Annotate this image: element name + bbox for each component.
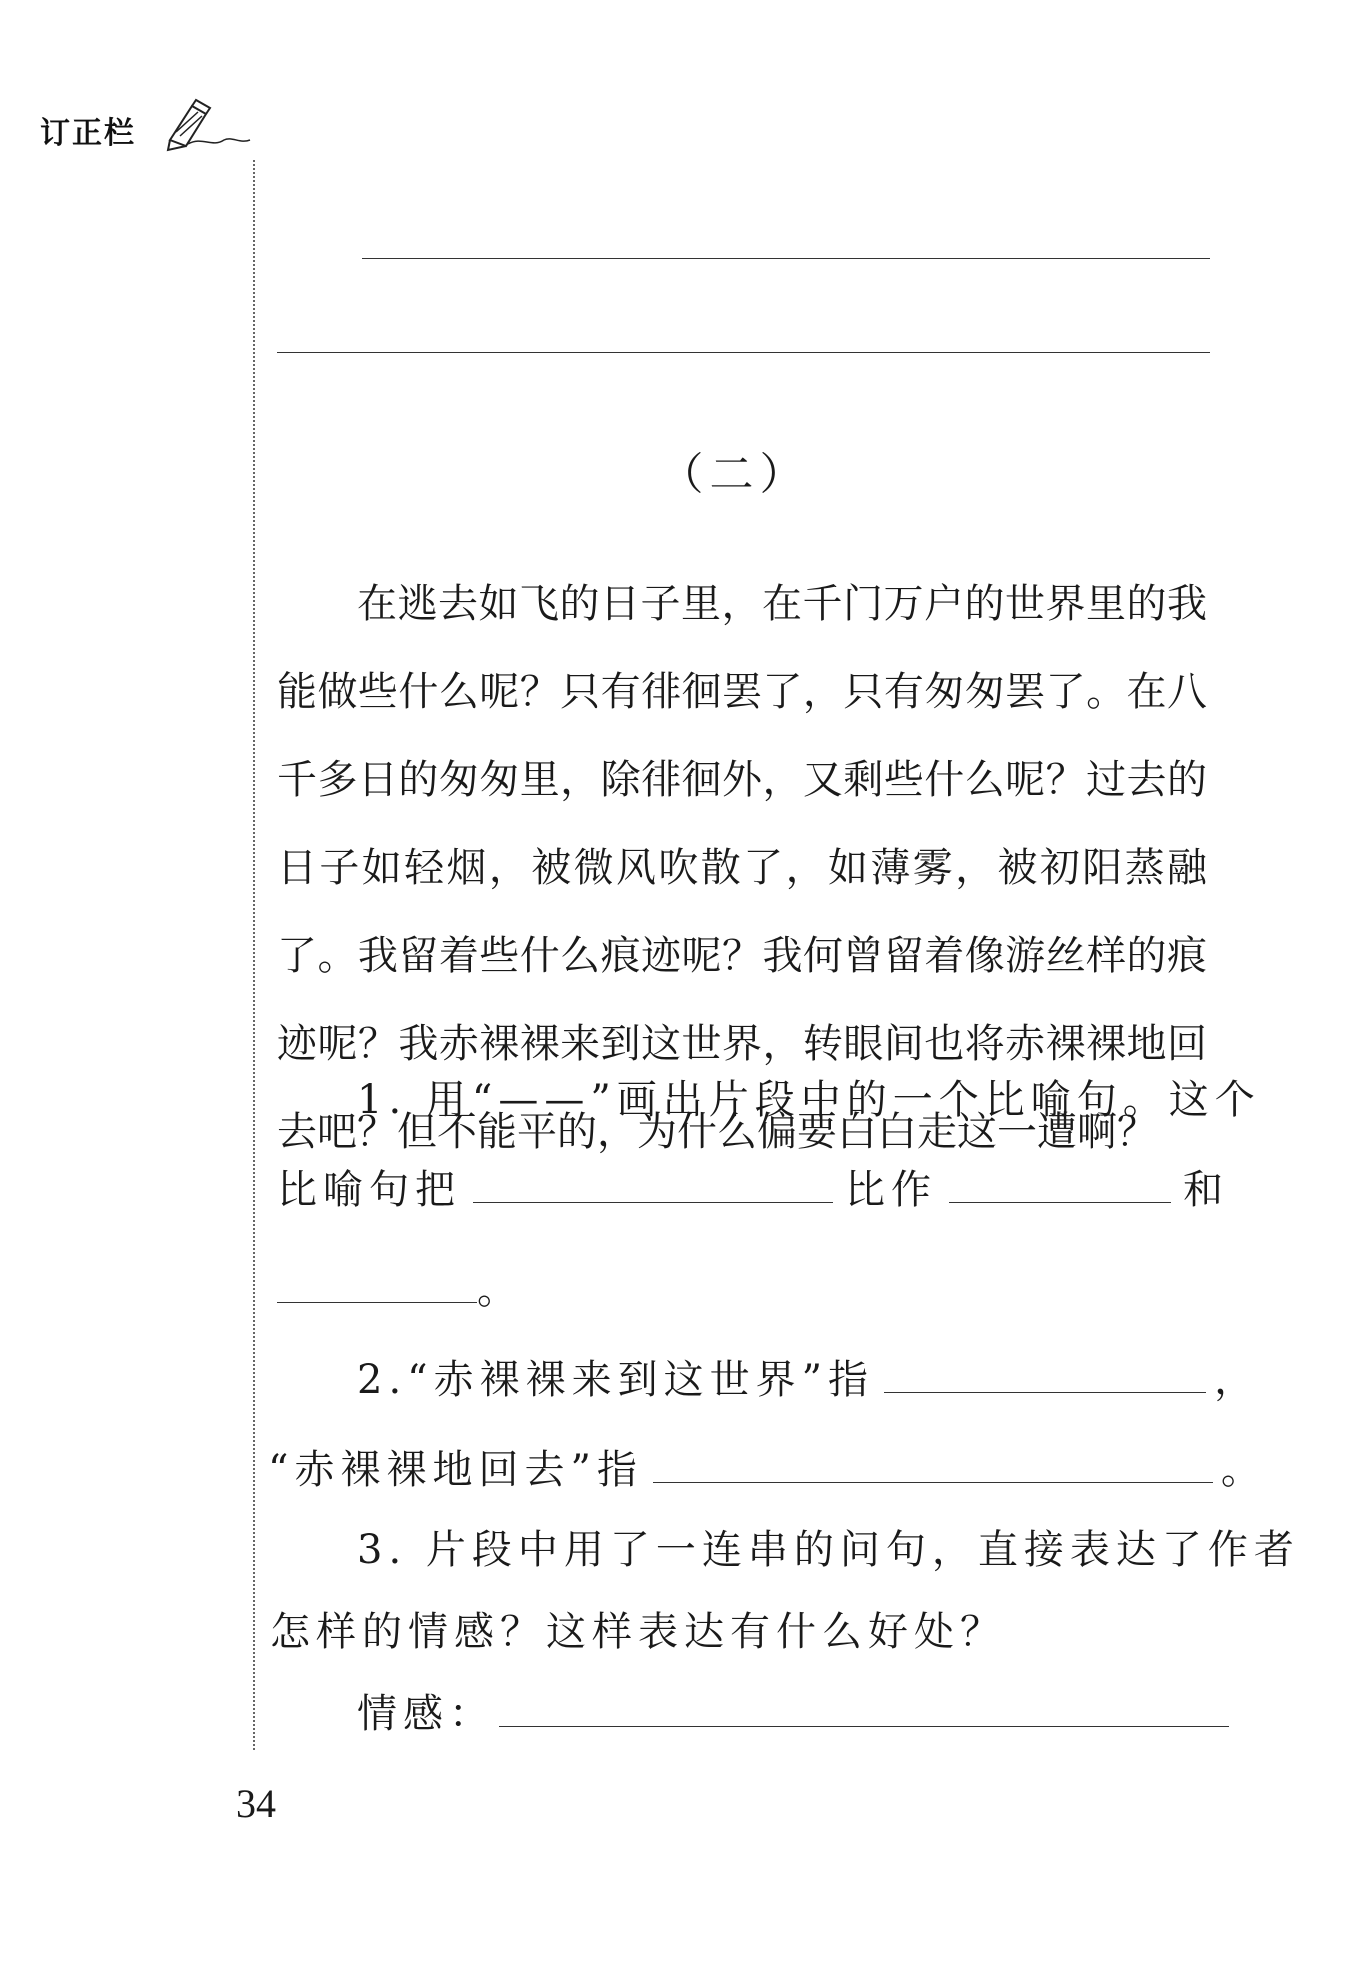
answer-line-top-1[interactable] <box>362 258 1210 259</box>
question-1-line-1: 1. 用“——”画出片段中的一个比喻句。这个 <box>357 1077 1261 1123</box>
question-1-end: 。 <box>477 1267 523 1313</box>
question-2-blank-2[interactable] <box>653 1481 1213 1483</box>
question-3-line-2: 怎样的情感？这样表达有什么好处？ <box>270 1609 1006 1655</box>
question-1-mid: 比作 <box>845 1167 937 1213</box>
question-1-and: 和 <box>1183 1167 1229 1213</box>
reading-passage: 在逃去如飞的日子里，在千门万户的世界里的我能做些什么呢？只有徘徊罢了，只有匆匆罢了。在八千多日的匆匆里，除徘徊外，又剩些什么呢？过去的日子如轻烟，被微风吹散了，如薄雾，被初阳蒸融了。我留着些什么痕迹呢？我何曾留着像游丝样的痕迹呢？我赤裸裸来到这世界，转眼间也将赤裸裸地回去吧？但不能平的，为什么偏要白白走这一遭啊？ <box>277 581 1207 1155</box>
question-1-blank-1[interactable] <box>473 1201 833 1203</box>
question-1-blank-3[interactable] <box>277 1301 477 1303</box>
question-1-line-3 <box>277 1258 523 1315</box>
question-3-emotion-row <box>357 1682 1229 1739</box>
question-2-line-2 <box>268 1438 1267 1495</box>
correction-column-label: 订正栏 <box>40 116 136 151</box>
answer-line-top-2[interactable] <box>277 352 1210 353</box>
question-1-prefix: 比喻句把 <box>277 1167 461 1213</box>
question-2-comma: ， <box>1214 1357 1261 1403</box>
question-3-line-1: 3. 片段中用了一连串的问句，直接表达了作者 <box>357 1527 1300 1573</box>
question-2-blank-1[interactable] <box>884 1391 1206 1393</box>
question-2-second-prefix: “赤裸裸地回去”指 <box>268 1447 643 1493</box>
question-2-end: 。 <box>1220 1447 1267 1493</box>
question-3-emotion-blank[interactable] <box>499 1725 1229 1727</box>
page-number: 34 <box>236 1781 276 1826</box>
section-title: （二） <box>659 449 810 500</box>
pencil-icon <box>162 92 252 152</box>
question-1-blank-2[interactable] <box>949 1201 1171 1203</box>
question-2-line-1 <box>357 1348 1260 1405</box>
margin-divider <box>253 160 255 1750</box>
question-1-line-2 <box>277 1158 1229 1215</box>
question-2-prefix: 2.“赤裸裸来到这世界”指 <box>357 1357 875 1403</box>
question-3-emotion-label: 情感： <box>357 1691 495 1737</box>
